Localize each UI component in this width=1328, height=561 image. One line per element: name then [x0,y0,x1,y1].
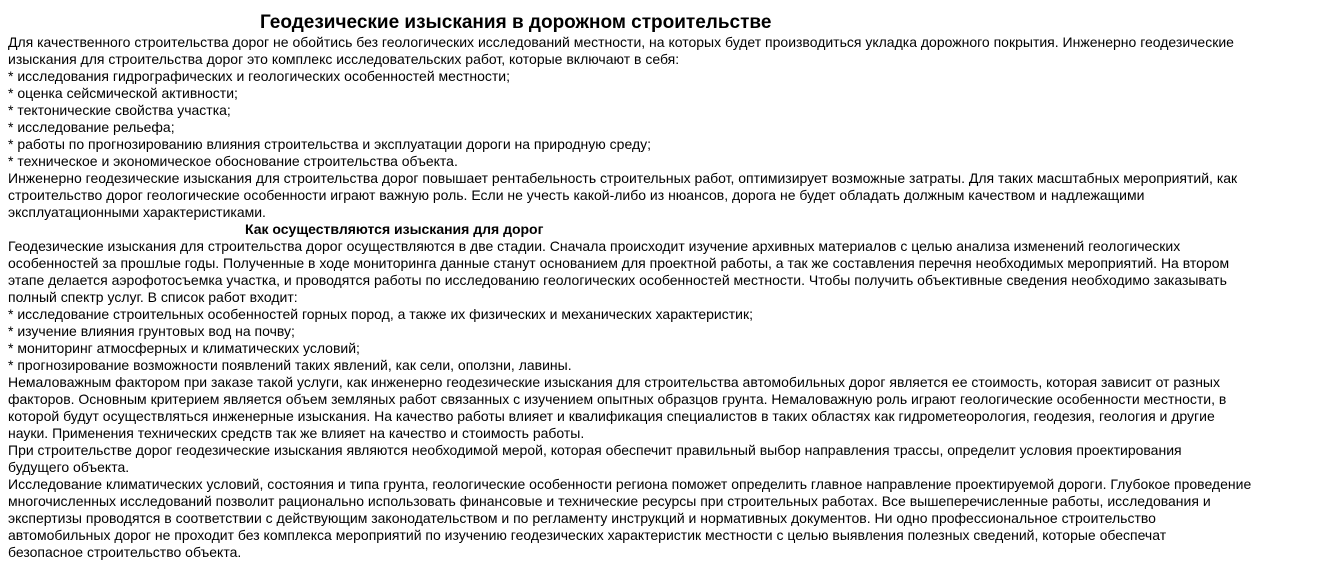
text-line: Инженерно геодезические изыскания для строительства дорог повышает рентабельность строительных работ, оптимизирует возможные затраты. Для таких масштабных мероприятий, как [8,170,1238,186]
services-list [8,306,1320,374]
text-line: науки. Применения технических средств так же влияет на качество и стоимость работы. [8,425,585,441]
cost-paragraph [8,374,1320,442]
list-item: * техническое и экономическое обоснование строительства объекта. [8,153,458,169]
text-line: будущего объекта. [8,459,130,475]
text-line: безопасное строительство объекта. [8,544,242,560]
text-line: особенностей за прошлые годы. Полученные в ходе мониторинга данные станут основанием для проектной работы, а так же составления перечня необходимых мероприятий. На втором [8,255,1230,271]
text-line: строительство дорог геологические особенности играют важную роль. Если не учесть какой-либо из нюансов, дорога не будет обладать должным качеством и надлежащими [8,187,1145,203]
text-line: полный спектр услуг. В список работ входит: [8,289,298,305]
text-line: факторов. Основным критерием является объем земляных работ связанных с изучением опытных образцов грунта. Немаловажную роль играют геологические особенности местности, в [8,391,1227,407]
text-line: этапе делается аэрофотосъемка участка, и проводятся работы по исследованию геологических особенностей местности. Чтобы получить объективные сведения необходимо заказывать [8,272,1227,288]
text-line: изыскания для строительства дорог это комплекс исследовательских работ, которые включают в себя: [8,51,680,67]
text-line: которой будут осуществляться инженерные изыскания. На качество работы влияет и квалификация специалистов в таких областях как гидрометеорология, геодезия, геология и другие [8,408,1215,424]
list-item: * мониторинг атмосферных и климатических условий; [8,340,360,356]
intro-paragraph [8,34,1320,68]
text-line: Немаловажным фактором при заказе такой услуги, как инженерно геодезические изыскания для строительства автомобильных дорог является ее стоимость, которая зависит от разных [8,374,1220,390]
article [8,12,1320,561]
text-line: Для качественного строительства дорог не обойтись без геологических исследований местности, на которых будет производиться укладка дорожного покрытия. Инженерно геодезические [8,34,1234,50]
text-line: автомобильных дорог не проходит без комплекса мероприятий по изучению геодезических характеристик местности с целью выявления полезных сведений, которые обеспечат [8,527,1167,543]
list-item: * тектонические свойства участка; [8,102,231,118]
list-item: * оценка сейсмической активности; [8,85,238,101]
profitability-paragraph [8,170,1320,221]
text-line: эксплуатационными характеристиками. [8,204,266,220]
list-item: * прогнозирование возможности появлений таких явлений, как сели, оползни, лавины. [8,357,572,373]
works-list [8,68,1320,170]
list-item: * работы по прогнозированию влияния строительства и эксплуатации дороги на природную среду; [8,136,652,152]
list-item: * исследование рельефа; [8,119,175,135]
section-subtitle: Как осуществляются изыскания для дорог [245,221,544,237]
list-item: * изучение влияния грунтовых вод на почву; [8,323,295,339]
text-line: многочисленных исследований позволит рационально использовать финансовые и технические ресурсы при строительных работах. Все вышеперечисленные работы, исследования и [8,493,1211,509]
text-line: экспертизы проводятся в соответствии с действующим законодательством и по регламенту инструкций и нормативных документов. Ни одно профессиональное строительство [8,510,1156,526]
list-item: * исследования гидрографических и геологических особенностей местности; [8,68,511,84]
research-paragraph [8,476,1320,561]
text-line: При строительстве дорог геодезические изыскания являются необходимой мерой, которая обеспечит правильный выбор направления трассы, определит условия проектирования [8,442,1182,458]
text-line: Исследование климатических условий, состояния и типа грунта, геологические особенности региона поможет определить главное направление проектируемой дороги. Глубокое проведение [8,476,1252,492]
page-title: Геодезические изыскания в дорожном строительстве [260,12,772,33]
stages-paragraph [8,238,1320,306]
list-item: * исследование строительных особенностей горных пород, а также их физических и механических характеристик; [8,306,753,322]
route-paragraph [8,442,1320,476]
text-line: Геодезические изыскания для строительства дорог осуществляются в две стадии. Сначала происходит изучение архивных материалов с целью анализа изменений геологических [8,238,1181,254]
